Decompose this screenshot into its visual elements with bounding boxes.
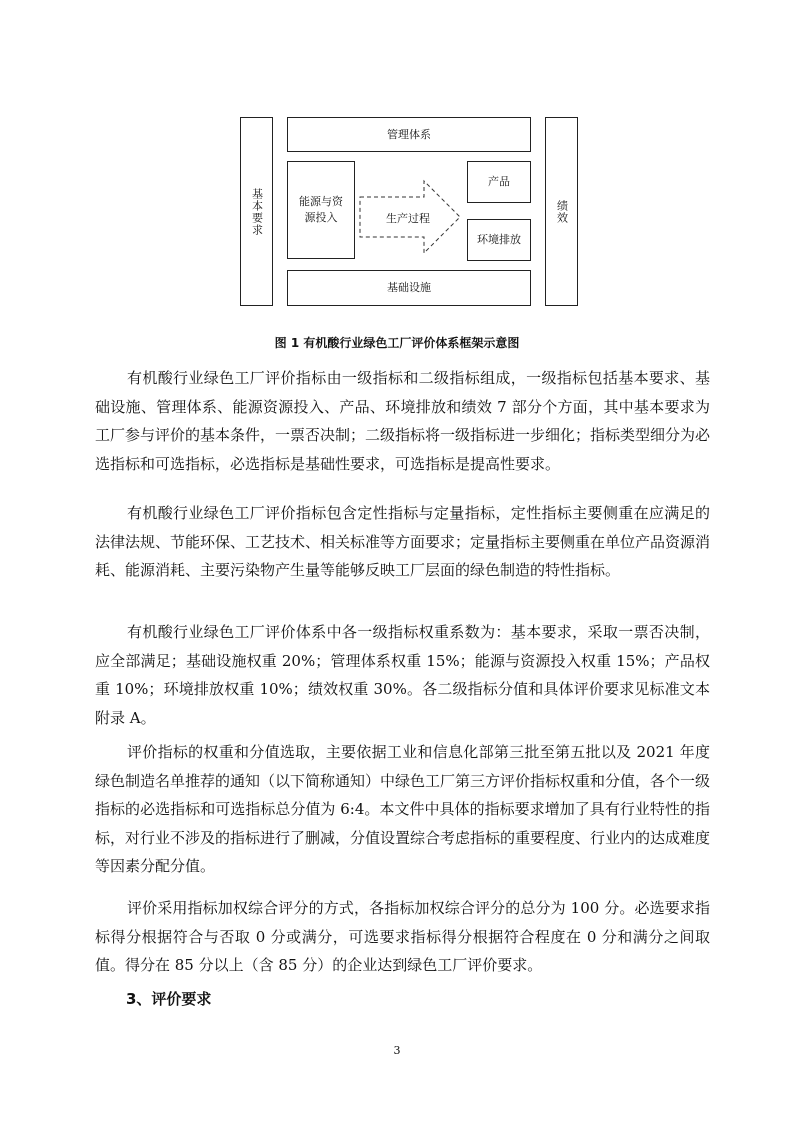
figure-caption: 图 1 有机酸行业绿色工厂评价体系框架示意图 [274,336,520,350]
basic-requirements-box: 基本要求 [240,117,273,306]
energy-resource-input-label: 能源与资源投入 [299,195,343,224]
production-process-label: 生产过程 [386,212,430,225]
infrastructure-box: 基础设施 [287,270,531,306]
section-heading: 3、评价要求 [126,990,212,1008]
paragraph-4: 评价指标的权重和分值选取，主要依据工业和信息化部第三批至第五批以及 2021 年度绿色制造名单推荐的通知（以下简称通知）中绿色工厂第三方评价指标权重和分值，各个一级指标的必选指标和可选指标总分值为 6:4。本文件中具体的指标要求增加了具有行业特性的指标，对行业不涉及的指标进行了删减，分值设置综合考虑指标的重要程度、行业内的达成难度等因素分配分值。 [95,743,711,875]
paragraph-5: 评价采用指标加权综合评分的方式，各指标加权综合评分的总分为 100 分。必选要求指标得分根据符合与否取 0 分或满分，可选要求指标得分根据符合程度在 0 分和满分之间取值。得分在 85 分以上（含 85 分）的企业达到绿色工厂评价要求。 [95,899,710,974]
framework-diagram [240,117,578,306]
paragraph-2: 有机酸行业绿色工厂评价指标包含定性指标与定量指标，定性指标主要侧重在应满足的法律法规、节能环保、工艺技术、相关标准等方面要求；定量指标主要侧重在单位产品资源消耗、能源消耗、主要污染物产生量等能够反映工厂层面的绿色制造的特性指标。 [95,504,711,579]
emission-box: 环境排放 [467,219,531,261]
management-system-box: 管理体系 [287,117,531,152]
page-number: 3 [393,1044,401,1057]
paragraph-1: 有机酸行业绿色工厂评价指标由一级指标和二级指标组成，一级指标包括基本要求、基础设施、管理体系、能源资源投入、产品、环境排放和绩效 7 部分个方面，其中基本要求为工厂参与评价的基本条件，一票否决制；二级指标将一级指标进一步细化；指标类型细分为必选指标和可选指标，必选指标是基础性要求，可选指标是提高性要求。 [95,369,711,473]
energy-resource-input-box [287,161,355,259]
product-box: 产品 [467,161,531,203]
performance-box: 绩效 [545,117,578,306]
paragraph-3: 有机酸行业绿色工厂评价体系中各一级指标权重系数为：基本要求，采取一票否决制，应全部满足；基础设施权重 20%；管理体系权重 15%；能源与资源投入权重 15%；产品权重 10%；环境排放权重 10%；绩效权重 30%。各二级指标分值和具体评价要求见标准文本附录 A。 [95,623,710,727]
